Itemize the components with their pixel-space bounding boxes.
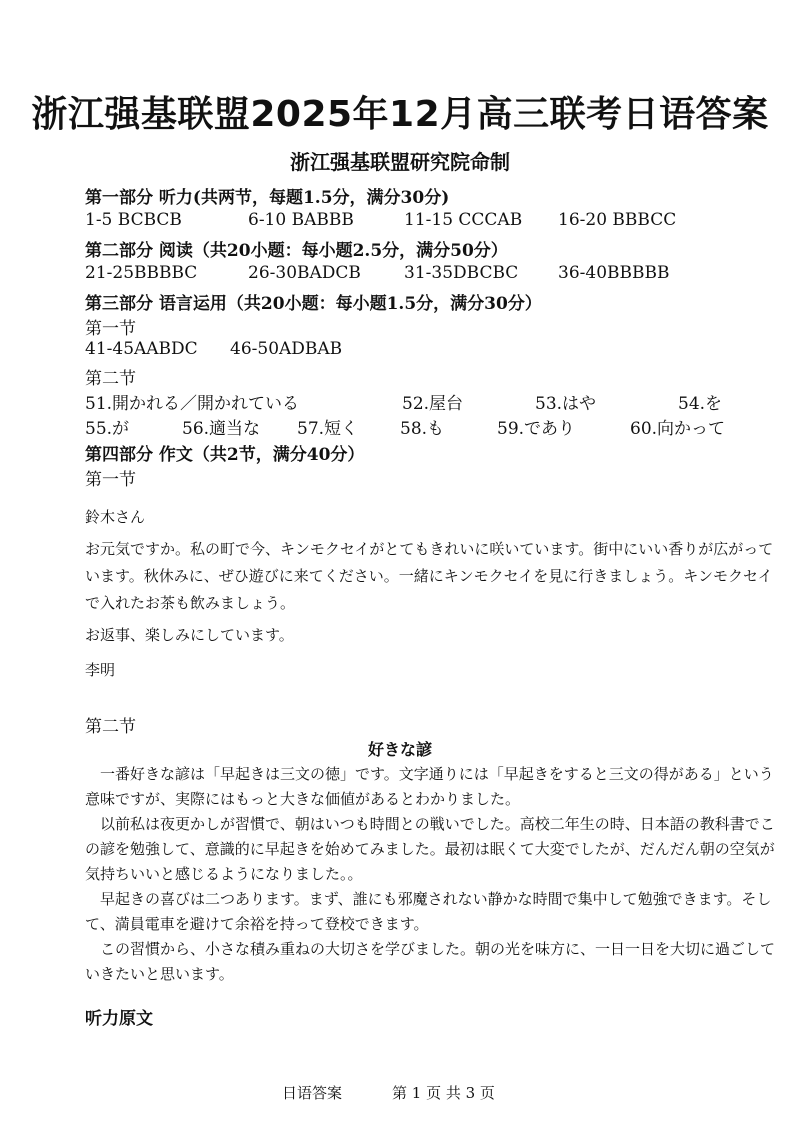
page-subtitle: 浙江强基联盟研究院命制 — [290, 150, 510, 174]
part1-answer-1: 1-5 BCBCB — [85, 210, 182, 230]
part3-answer-51: 51.開かれる／開かれている — [85, 394, 300, 414]
letter-body: お元気ですか。私の町で今、キンモクセイがとてもきれいに咲いています。街中にいい香りが広がっています。秋休みに、ぜひ遊びに来てください。一緒にキンモクセイを見に行きましょう。キンモクセイで入れたお茶も飲みましょう。 — [85, 540, 774, 612]
part1-heading: 第一部分 听力(共两节，每题1.5分，满分30分) — [85, 188, 450, 208]
part3-answer-53: 53.はや — [535, 394, 597, 414]
part2-answer-4: 36-40BBBBB — [558, 263, 670, 283]
essay-paragraph: この習慣から、小さな積み重ねの大切さを学びました。朝の光を味方に、一日一日を大切に過ごしていきたいと思います。 — [85, 940, 776, 983]
part2-heading: 第二部分 阅读（共20小题：每小题2.5分，满分50分） — [85, 241, 508, 261]
part4-section2-label: 第二节 — [85, 717, 136, 737]
part3-answer-55: 55.が — [85, 419, 130, 439]
part3-answer-54: 54.を — [678, 394, 723, 414]
part3-section1-label: 第一节 — [85, 319, 136, 339]
part1-answer-3: 11-15 CCCAB — [404, 210, 523, 230]
part3-answer-52: 52.屋台 — [402, 394, 464, 414]
part1-answer-4: 16-20 BBBCC — [558, 210, 677, 230]
letter-salutation: 鈴木さん — [85, 508, 146, 526]
part2-answer-2: 26-30BADCB — [248, 263, 361, 283]
letter-signature: 李明 — [85, 661, 116, 679]
page-title: 浙江强基联盟2025年12月高三联考日语答案 — [31, 94, 769, 135]
essay-paragraph: 一番好きな諺は「早起きは三文の徳」です。文字通りには「早起きをすると三文の得がある」という意味ですが、実際にはもっと大きな価値があるとわかりました。 — [85, 765, 774, 808]
footer-subject: 日语答案 — [282, 1084, 343, 1102]
essay-title: 好きな諺 — [367, 740, 432, 759]
part4-section1-label: 第一节 — [85, 470, 136, 490]
part1-answer-2: 6-10 BABBB — [248, 210, 354, 230]
part3-section1-answer-1: 41-45AABDC — [85, 339, 198, 359]
part2-answer-3: 31-35DBCBC — [404, 263, 519, 283]
part2-answer-1: 21-25BBBBC — [85, 263, 198, 283]
part4-heading: 第四部分 作文（共2节，满分40分） — [85, 445, 365, 465]
part3-section2-label: 第二节 — [85, 369, 136, 389]
part3-heading: 第三部分 语言运用（共20小题：每小题1.5分，满分30分） — [85, 294, 542, 314]
essay-paragraph: 以前私は夜更かしが習慣で、朝はいつも時間との戦いでした。高校二年生の時、日本語の教科書でこの諺を勉強して、意識的に早起きを始めてみました。最初は眠くて大変でしたが、だんだん朝の空気が気持ちいいと感じるようになりました。。 — [85, 815, 775, 883]
part3-section1-answer-2: 46-50ADBAB — [230, 339, 343, 359]
part3-answer-58: 58.も — [400, 419, 445, 439]
part3-answer-57: 57.短く — [297, 419, 359, 439]
letter-closing: お返事、楽しみにしています。 — [85, 626, 294, 644]
listening-transcript-heading: 听力原文 — [85, 1009, 153, 1029]
part3-answer-56: 56.適当な — [182, 419, 261, 439]
part3-answer-59: 59.であり — [497, 419, 576, 439]
essay-body — [85, 762, 775, 987]
part3-answer-60: 60.向かって — [630, 419, 726, 439]
essay-paragraph: 早起きの喜びは二つあります。まず、誰にも邪魔されない静かな時間で集中して勉強できます。そして、満員電車を避けて余裕を持って登校できます。 — [85, 890, 772, 933]
footer-page-number: 第 1 页 共 3 页 — [392, 1084, 495, 1102]
